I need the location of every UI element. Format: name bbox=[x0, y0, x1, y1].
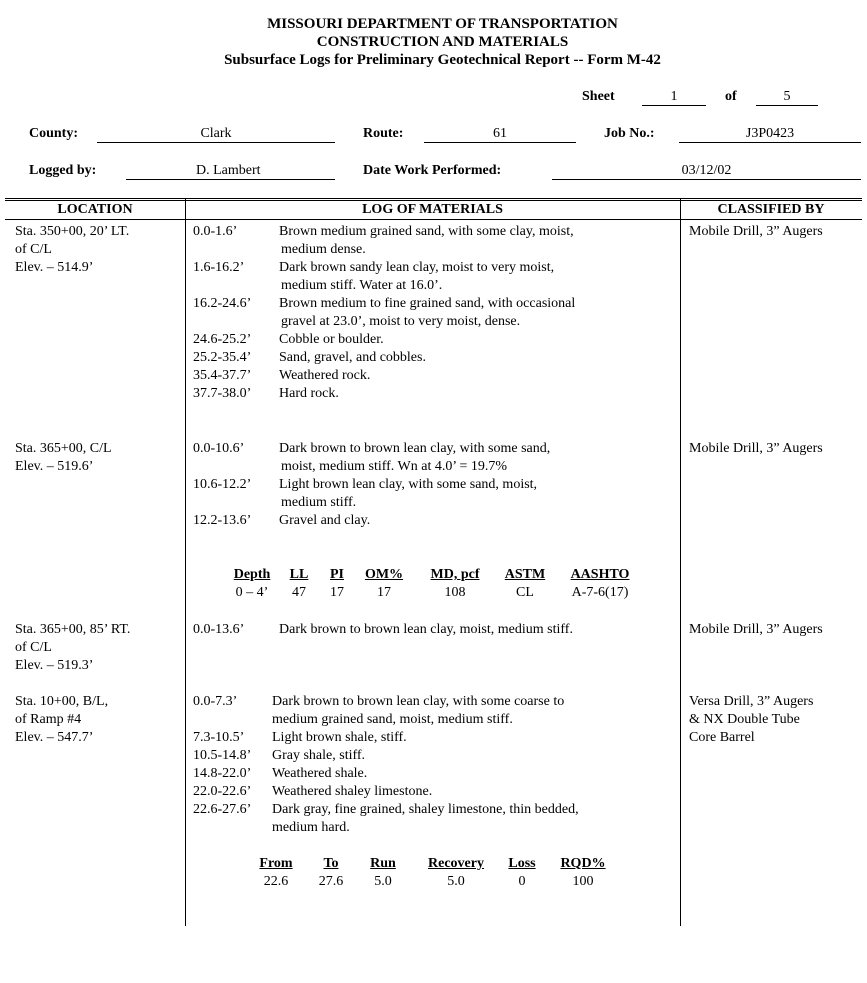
route-underline bbox=[424, 142, 576, 143]
depth-range: 12.2-13.6’ bbox=[193, 513, 252, 528]
county-value: Clark bbox=[200, 126, 232, 141]
lab-column-header: PI bbox=[330, 567, 344, 582]
lab-cell: 17 bbox=[330, 585, 344, 600]
county-underline bbox=[97, 142, 335, 143]
logged-by-label: Logged by: bbox=[29, 163, 97, 178]
core-column-header: To bbox=[323, 856, 339, 871]
lab-column-header: Depth bbox=[233, 567, 271, 582]
table-header-rule bbox=[5, 219, 862, 220]
material-description: medium stiff. bbox=[281, 495, 357, 510]
lab-cell: A-7-6(17) bbox=[571, 585, 629, 600]
core-column-header: Run bbox=[370, 856, 396, 871]
core-cell: 27.6 bbox=[318, 874, 344, 889]
material-description: Light brown shale, stiff. bbox=[272, 730, 407, 745]
location-line: Elev. – 547.7’ bbox=[15, 730, 94, 745]
depth-range: 37.7-38.0’ bbox=[193, 386, 252, 401]
core-column-header: Recovery bbox=[428, 856, 484, 871]
classified-line: Mobile Drill, 3” Augers bbox=[689, 441, 823, 456]
doc-title: MISSOURI DEPARTMENT OF TRANSPORTATION bbox=[267, 16, 618, 32]
depth-range: 35.4-37.7’ bbox=[193, 368, 252, 383]
material-description: gravel at 23.0’, moist to very moist, dense. bbox=[281, 314, 521, 329]
location-line: Sta. 365+00, C/L bbox=[15, 441, 112, 456]
location-line: of Ramp #4 bbox=[15, 712, 82, 727]
lab-cell: 0 – 4’ bbox=[235, 585, 269, 600]
material-description: Light brown lean clay, with some sand, moist, bbox=[279, 477, 538, 492]
material-description: Dark brown sandy lean clay, moist to very moist, bbox=[279, 260, 555, 275]
classified-line: Mobile Drill, 3” Augers bbox=[689, 622, 823, 637]
core-column-header: From bbox=[259, 856, 293, 871]
core-cell: 5.0 bbox=[447, 874, 465, 889]
table-top-rule-2 bbox=[5, 200, 862, 201]
of-label: of bbox=[725, 89, 737, 104]
lab-cell: 17 bbox=[377, 585, 391, 600]
job-underline bbox=[679, 142, 861, 143]
doc-subtitle: CONSTRUCTION AND MATERIALS bbox=[316, 34, 569, 50]
date-underline bbox=[552, 179, 861, 180]
location-line: Sta. 350+00, 20’ LT. bbox=[15, 224, 130, 239]
date-value: 03/12/02 bbox=[681, 163, 732, 178]
location-line: of C/L bbox=[15, 640, 52, 655]
material-description: Cobble or boulder. bbox=[279, 332, 384, 347]
location-line: Sta. 10+00, B/L, bbox=[15, 694, 109, 709]
column-divider-left bbox=[185, 198, 186, 926]
classified-line: Mobile Drill, 3” Augers bbox=[689, 224, 823, 239]
material-description: Brown medium to fine grained sand, with occasional bbox=[279, 296, 576, 311]
material-description: Gray shale, stiff. bbox=[272, 748, 366, 763]
column-divider-right bbox=[680, 198, 681, 926]
table-top-rule bbox=[5, 198, 862, 199]
sheet-number-underline bbox=[642, 105, 706, 106]
material-description: Gravel and clay. bbox=[279, 513, 371, 528]
location-header: LOCATION bbox=[57, 202, 133, 217]
log-header: LOG OF MATERIALS bbox=[362, 202, 503, 217]
route-value: 61 bbox=[493, 126, 507, 141]
job-value: J3P0423 bbox=[745, 126, 795, 141]
material-description: Dark brown to brown lean clay, moist, medium stiff. bbox=[279, 622, 573, 637]
depth-range: 0.0-10.6’ bbox=[193, 441, 245, 456]
core-cell: 0 bbox=[518, 874, 526, 889]
depth-range: 24.6-25.2’ bbox=[193, 332, 252, 347]
material-description: Brown medium grained sand, with some clay, moist, bbox=[279, 224, 574, 239]
material-description: Weathered rock. bbox=[279, 368, 371, 383]
sheet-total-underline bbox=[756, 105, 818, 106]
job-label: Job No.: bbox=[604, 126, 655, 141]
classified-line: Versa Drill, 3” Augers bbox=[689, 694, 814, 709]
lab-column-header: ASTM bbox=[504, 567, 546, 582]
sheet-total: 5 bbox=[783, 89, 791, 104]
material-description: medium dense. bbox=[281, 242, 366, 257]
depth-range: 0.0-13.6’ bbox=[193, 622, 245, 637]
material-description: Dark gray, fine grained, shaley limestone, thin bedded, bbox=[272, 802, 579, 817]
core-cell: 22.6 bbox=[263, 874, 289, 889]
material-description: Dark brown to brown lean clay, with some coarse to bbox=[272, 694, 565, 709]
depth-range: 10.5-14.8’ bbox=[193, 748, 252, 763]
logged-by-underline bbox=[126, 179, 335, 180]
material-description: Sand, gravel, and cobbles. bbox=[279, 350, 426, 365]
logged-by-value: D. Lambert bbox=[196, 163, 261, 178]
location-line: Elev. – 519.3’ bbox=[15, 658, 94, 673]
route-label: Route: bbox=[363, 126, 404, 141]
material-description: Dark brown to brown lean clay, with some sand, bbox=[279, 441, 551, 456]
location-line: Sta. 365+00, 85’ RT. bbox=[15, 622, 131, 637]
material-description: medium hard. bbox=[272, 820, 350, 835]
location-line: Elev. – 514.9’ bbox=[15, 260, 94, 275]
depth-range: 16.2-24.6’ bbox=[193, 296, 252, 311]
depth-range: 0.0-7.3’ bbox=[193, 694, 238, 709]
depth-range: 22.6-27.6’ bbox=[193, 802, 252, 817]
depth-range: 22.0-22.6’ bbox=[193, 784, 252, 799]
material-description: Weathered shale. bbox=[272, 766, 368, 781]
date-label: Date Work Performed: bbox=[363, 163, 502, 178]
material-description: Weathered shaley limestone. bbox=[272, 784, 433, 799]
core-cell: 5.0 bbox=[374, 874, 392, 889]
location-line: Elev. – 519.6’ bbox=[15, 459, 94, 474]
sheet-label: Sheet bbox=[582, 89, 615, 104]
lab-column-header: AASHTO bbox=[570, 567, 630, 582]
material-description: moist, medium stiff. Wn at 4.0’ = 19.7% bbox=[281, 459, 508, 474]
depth-range: 10.6-12.2’ bbox=[193, 477, 252, 492]
sheet-number: 1 bbox=[670, 89, 678, 104]
depth-range: 1.6-16.2’ bbox=[193, 260, 245, 275]
lab-column-header: MD, pcf bbox=[430, 567, 480, 582]
county-label: County: bbox=[29, 126, 79, 141]
lab-cell: 108 bbox=[444, 585, 466, 600]
material-description: medium grained sand, moist, medium stiff. bbox=[272, 712, 513, 727]
classified-line: & NX Double Tube bbox=[689, 712, 800, 727]
lab-column-header: LL bbox=[289, 567, 309, 582]
lab-column-header: OM% bbox=[364, 567, 404, 582]
depth-range: 14.8-22.0’ bbox=[193, 766, 252, 781]
depth-range: 0.0-1.6’ bbox=[193, 224, 238, 239]
lab-cell: 47 bbox=[292, 585, 306, 600]
material-description: medium stiff. Water at 16.0’. bbox=[281, 278, 443, 293]
core-column-header: RQD% bbox=[560, 856, 606, 871]
core-column-header: Loss bbox=[508, 856, 536, 871]
lab-cell: CL bbox=[516, 585, 534, 600]
form-title: Subsurface Logs for Preliminary Geotechnical Report -- Form M-42 bbox=[224, 52, 661, 68]
classified-line: Core Barrel bbox=[689, 730, 755, 745]
material-description: Hard rock. bbox=[279, 386, 339, 401]
core-cell: 100 bbox=[572, 874, 594, 889]
location-line: of C/L bbox=[15, 242, 52, 257]
depth-range: 25.2-35.4’ bbox=[193, 350, 252, 365]
depth-range: 7.3-10.5’ bbox=[193, 730, 245, 745]
classified-header: CLASSIFIED BY bbox=[717, 202, 825, 217]
